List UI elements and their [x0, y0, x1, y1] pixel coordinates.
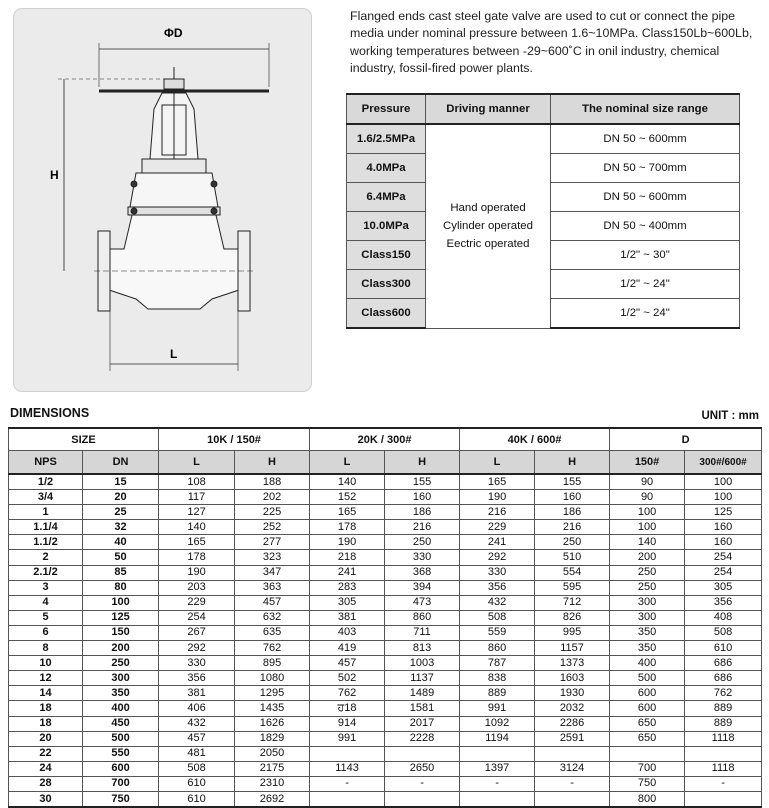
valve-drawing-panel [13, 8, 312, 392]
table-cell: 826 [535, 610, 610, 625]
table-cell: 991 [310, 731, 385, 746]
height-label: H [50, 168, 59, 182]
table-cell: 610 [685, 641, 762, 656]
table-cell: 2650 [385, 761, 460, 776]
table-cell: 160 [685, 520, 762, 535]
table-cell: 381 [159, 686, 235, 701]
table-cell: 600 [610, 686, 685, 701]
table-cell: 3 [9, 580, 83, 595]
table-row [9, 625, 762, 640]
table-cell: 1118 [685, 731, 762, 746]
col-20k-h: H [385, 451, 460, 475]
table-row [9, 671, 762, 686]
table-cell: 1194 [460, 731, 535, 746]
table-row [9, 610, 762, 625]
table-cell: 254 [685, 550, 762, 565]
table-cell: 18 [9, 716, 83, 731]
pressure-table [346, 93, 740, 329]
col-d-150: 150# [610, 451, 685, 475]
table-cell: 14 [9, 686, 83, 701]
table-cell: 403 [310, 625, 385, 640]
dimensions-body [9, 474, 762, 807]
table-cell: 241 [460, 535, 535, 550]
table-cell: 330 [159, 656, 235, 671]
table-cell: 202 [235, 490, 310, 505]
table-cell: 152 [310, 490, 385, 505]
table-cell: 200 [610, 550, 685, 565]
table-cell [385, 746, 460, 761]
table-row [9, 701, 762, 716]
table-cell: 155 [385, 474, 460, 490]
col-dn: DN [83, 451, 159, 475]
table-cell: 813 [385, 641, 460, 656]
pressure-cell: Class150 [347, 241, 426, 270]
col-10k-l: L [159, 451, 235, 475]
table-cell: 650 [610, 716, 685, 731]
table-cell: 1.1/2 [9, 535, 83, 550]
range-cell: DN 50 ~ 600mm [551, 124, 740, 154]
table-cell: 2692 [235, 791, 310, 807]
table-cell [685, 746, 762, 761]
table-cell: 1295 [235, 686, 310, 701]
table-cell: 150 [83, 625, 159, 640]
table-cell: 473 [385, 595, 460, 610]
table-cell: 254 [159, 610, 235, 625]
table-cell: 28 [9, 776, 83, 791]
range-cell: DN 50 ~ 400mm [551, 212, 740, 241]
table-cell: 500 [610, 671, 685, 686]
table-row [9, 716, 762, 731]
table-cell: 508 [685, 625, 762, 640]
table-cell: 750 [83, 791, 159, 807]
table-cell: 686 [685, 671, 762, 686]
table-cell: 4 [9, 595, 83, 610]
table-cell: 32 [83, 520, 159, 535]
table-cell: 330 [460, 565, 535, 580]
table-cell: 250 [385, 535, 460, 550]
table-cell: 356 [460, 580, 535, 595]
table-cell: 991 [460, 701, 535, 716]
table-cell: 15 [83, 474, 159, 490]
table-cell: 1137 [385, 671, 460, 686]
header-size-range: The nominal size range [551, 94, 740, 124]
table-cell: 277 [235, 535, 310, 550]
table-cell: 712 [535, 595, 610, 610]
table-cell: 6 [9, 625, 83, 640]
table-cell: 750 [610, 776, 685, 791]
col-nps: NPS [9, 451, 83, 475]
table-cell: 216 [460, 505, 535, 520]
header-driving-manner: Driving manner [426, 94, 551, 124]
table-cell: 381 [310, 610, 385, 625]
table-cell: 363 [235, 580, 310, 595]
product-description: Flanged ends cast steel gate valve are used to cut or connect the pipe media under nominal pressure between 1.6~10MPa. Class150Lb~600Lb, working temperatures between -29~600˚C in onil industry, chemical industry, fossil-fired power plants. [350, 9, 753, 76]
table-cell: 347 [235, 565, 310, 580]
table-cell: 330 [385, 550, 460, 565]
table-cell [535, 746, 610, 761]
table-cell: 250 [610, 565, 685, 580]
pressure-cell: 1.6/2.5MPa [347, 124, 426, 154]
table-cell: 165 [310, 505, 385, 520]
table-cell: 2591 [535, 731, 610, 746]
table-row [9, 595, 762, 610]
diameter-label: ΦD [164, 26, 183, 40]
col-40k-h: H [535, 451, 610, 475]
table-cell: 2310 [235, 776, 310, 791]
table-cell: 250 [610, 580, 685, 595]
table-cell: 2050 [235, 746, 310, 761]
table-cell: 1003 [385, 656, 460, 671]
table-cell: 160 [385, 490, 460, 505]
table-cell: 1581 [385, 701, 460, 716]
table-cell [460, 746, 535, 761]
group-d: D [610, 428, 762, 451]
table-cell: 203 [159, 580, 235, 595]
table-cell: 229 [159, 595, 235, 610]
table-cell: 292 [159, 641, 235, 656]
table-cell: 2017 [385, 716, 460, 731]
table-cell: 914 [310, 716, 385, 731]
table-cell: 550 [83, 746, 159, 761]
table-cell [310, 791, 385, 807]
header-pressure: Pressure [347, 94, 426, 124]
table-cell: 40 [83, 535, 159, 550]
range-cell: 1/2" ~ 24" [551, 270, 740, 299]
table-cell: 25 [83, 505, 159, 520]
table-row [9, 641, 762, 656]
table-row [9, 550, 762, 565]
table-cell: 762 [685, 686, 762, 701]
table-cell: 559 [460, 625, 535, 640]
table-cell: 1143 [310, 761, 385, 776]
table-cell [310, 746, 385, 761]
table-cell [685, 791, 762, 807]
table-cell: 305 [310, 595, 385, 610]
table-cell: 800 [610, 791, 685, 807]
table-cell: 554 [535, 565, 610, 580]
group-20k: 20K / 300# [310, 428, 460, 451]
table-cell: 252 [235, 520, 310, 535]
table-cell: 30 [9, 791, 83, 807]
table-cell: 860 [385, 610, 460, 625]
table-cell: 186 [535, 505, 610, 520]
table-cell: 90 [610, 474, 685, 490]
table-cell: 160 [685, 535, 762, 550]
table-cell: 24 [9, 761, 83, 776]
table-cell [460, 791, 535, 807]
table-cell: 267 [159, 625, 235, 640]
col-40k-l: L [460, 451, 535, 475]
table-cell: 368 [385, 565, 460, 580]
table-cell: 502 [310, 671, 385, 686]
driving-manner-cell [426, 124, 551, 328]
table-cell: 838 [460, 671, 535, 686]
pressure-cell: Class600 [347, 299, 426, 329]
table-cell: 140 [610, 535, 685, 550]
table-cell: 2228 [385, 731, 460, 746]
table-cell: 1118 [685, 761, 762, 776]
col-20k-l: L [310, 451, 385, 475]
table-cell: 700 [83, 776, 159, 791]
table-row [9, 490, 762, 505]
table-cell: 20 [9, 731, 83, 746]
table-row [9, 580, 762, 595]
table-cell: 889 [460, 686, 535, 701]
table-cell: 50 [83, 550, 159, 565]
table-cell: 300 [610, 595, 685, 610]
col-10k-h: H [235, 451, 310, 475]
table-cell: 1157 [535, 641, 610, 656]
table-cell: 3124 [535, 761, 610, 776]
table-cell: 400 [610, 656, 685, 671]
table-cell: 241 [310, 565, 385, 580]
pressure-cell: 4.0MPa [347, 154, 426, 183]
table-row [9, 761, 762, 776]
table-cell: 1080 [235, 671, 310, 686]
table-cell: 995 [535, 625, 610, 640]
table-row [9, 746, 762, 761]
table-cell: 165 [460, 474, 535, 490]
table-cell: 787 [460, 656, 535, 671]
table-cell: 2.1/2 [9, 565, 83, 580]
unit-label: UNIT : mm [701, 410, 759, 422]
pressure-cell: Class300 [347, 270, 426, 299]
table-cell: 510 [535, 550, 610, 565]
table-cell: 610 [159, 791, 235, 807]
table-cell: 117 [159, 490, 235, 505]
table-cell: 300 [610, 610, 685, 625]
table-cell: 457 [159, 731, 235, 746]
table-cell: 216 [535, 520, 610, 535]
range-cell: DN 50 ~ 600mm [551, 183, 740, 212]
table-cell: 127 [159, 505, 235, 520]
range-cell: DN 50 ~ 700mm [551, 154, 740, 183]
table-cell: 356 [685, 595, 762, 610]
table-cell: 20 [83, 490, 159, 505]
table-cell: 394 [385, 580, 460, 595]
table-cell: 218 [310, 550, 385, 565]
table-cell: 895 [235, 656, 310, 671]
table-cell: 225 [235, 505, 310, 520]
table-cell: 8 [9, 641, 83, 656]
table-cell: 600 [83, 761, 159, 776]
table-row [9, 474, 762, 490]
table-cell: 190 [460, 490, 535, 505]
table-cell: 300 [83, 671, 159, 686]
table-cell: 1603 [535, 671, 610, 686]
table-cell: 400 [83, 701, 159, 716]
table-cell: 419 [310, 641, 385, 656]
table-cell: 18 [9, 701, 83, 716]
table-cell: 356 [159, 671, 235, 686]
table-row [9, 791, 762, 807]
group-size: SIZE [9, 428, 159, 451]
table-cell: 481 [159, 746, 235, 761]
table-cell: 190 [159, 565, 235, 580]
table-cell: 178 [159, 550, 235, 565]
table-cell: 408 [685, 610, 762, 625]
table-cell: 216 [385, 520, 460, 535]
table-cell: 700 [610, 761, 685, 776]
table-cell: 432 [159, 716, 235, 731]
table-cell: 860 [460, 641, 535, 656]
pressure-cell: 6.4MPa [347, 183, 426, 212]
table-cell: 100 [685, 474, 762, 490]
table-row [9, 535, 762, 550]
table-row [9, 565, 762, 580]
table-cell: - [685, 776, 762, 791]
group-10k: 10K / 150# [159, 428, 310, 451]
table-row [9, 686, 762, 701]
table-cell: 2032 [535, 701, 610, 716]
pressure-cell: 10.0MPa [347, 212, 426, 241]
table-cell: 600 [610, 701, 685, 716]
gate-valve-drawing [14, 9, 311, 391]
driving-cylinder: Cylinder operated [443, 220, 533, 233]
table-cell: 22 [9, 746, 83, 761]
table-cell: 100 [610, 505, 685, 520]
table-cell [535, 791, 610, 807]
table-cell: 635 [235, 625, 310, 640]
table-row [9, 656, 762, 671]
col-d-300-600: 300#/600# [685, 451, 762, 475]
group-40k: 40K / 600# [460, 428, 610, 451]
table-cell: 650 [610, 731, 685, 746]
table-cell: 90 [610, 490, 685, 505]
table-cell: 762 [235, 641, 310, 656]
table-cell: - [385, 776, 460, 791]
table-cell [385, 791, 460, 807]
table-cell: 229 [460, 520, 535, 535]
table-cell: 686 [685, 656, 762, 671]
driving-electric: Eectric operated [446, 238, 530, 251]
table-cell: 283 [310, 580, 385, 595]
table-cell: 100 [83, 595, 159, 610]
table-row [9, 776, 762, 791]
table-cell: 250 [535, 535, 610, 550]
table-cell: 450 [83, 716, 159, 731]
table-cell: 186 [385, 505, 460, 520]
table-cell: 3/4 [9, 490, 83, 505]
table-cell: 254 [685, 565, 762, 580]
table-cell: 350 [610, 625, 685, 640]
table-cell: 125 [83, 610, 159, 625]
table-cell: 711 [385, 625, 460, 640]
table-cell [610, 746, 685, 761]
dimensions-title: DIMENSIONS [10, 406, 90, 420]
table-row [9, 505, 762, 520]
table-cell: 2286 [535, 716, 610, 731]
table-cell: 178 [310, 520, 385, 535]
table-cell: 457 [310, 656, 385, 671]
table-cell: 5 [9, 610, 83, 625]
table-cell: 889 [685, 716, 762, 731]
table-cell: ਹ18 [310, 701, 385, 716]
table-cell: 12 [9, 671, 83, 686]
table-cell: 80 [83, 580, 159, 595]
table-cell: 100 [610, 520, 685, 535]
table-cell: - [535, 776, 610, 791]
table-cell: 305 [685, 580, 762, 595]
table-cell: 165 [159, 535, 235, 550]
table-cell: 200 [83, 641, 159, 656]
table-cell: 1435 [235, 701, 310, 716]
table-cell: 632 [235, 610, 310, 625]
table-cell: 610 [159, 776, 235, 791]
table-cell: 1.1/4 [9, 520, 83, 535]
table-cell: 100 [685, 490, 762, 505]
table-cell: 323 [235, 550, 310, 565]
table-cell: 406 [159, 701, 235, 716]
table-cell: 1092 [460, 716, 535, 731]
table-cell: 1397 [460, 761, 535, 776]
table-cell: 2 [9, 550, 83, 565]
table-cell: 350 [610, 641, 685, 656]
table-cell: 762 [310, 686, 385, 701]
table-cell: 350 [83, 686, 159, 701]
range-cell: 1/2" ~ 30" [551, 241, 740, 270]
table-cell: 125 [685, 505, 762, 520]
table-cell: 1373 [535, 656, 610, 671]
table-cell: 432 [460, 595, 535, 610]
table-cell: 508 [460, 610, 535, 625]
table-cell: 188 [235, 474, 310, 490]
table-cell: 140 [310, 474, 385, 490]
table-cell: 140 [159, 520, 235, 535]
table-row [9, 731, 762, 746]
table-cell: 160 [535, 490, 610, 505]
table-cell: 500 [83, 731, 159, 746]
table-cell: 155 [535, 474, 610, 490]
table-cell: 1626 [235, 716, 310, 731]
driving-hand: Hand operated [450, 202, 526, 215]
table-cell: 108 [159, 474, 235, 490]
range-cell: 1/2" ~ 24" [551, 299, 740, 329]
table-cell: 85 [83, 565, 159, 580]
table-cell: 1489 [385, 686, 460, 701]
table-cell: 889 [685, 701, 762, 716]
table-cell: 457 [235, 595, 310, 610]
table-cell: 508 [159, 761, 235, 776]
table-cell: 1 [9, 505, 83, 520]
length-label: L [170, 347, 178, 361]
table-cell: - [460, 776, 535, 791]
table-cell: 250 [83, 656, 159, 671]
dimensions-table [8, 427, 762, 808]
table-cell: 2175 [235, 761, 310, 776]
table-cell: 1/2 [9, 474, 83, 490]
table-cell: 10 [9, 656, 83, 671]
table-cell: 190 [310, 535, 385, 550]
table-cell: 292 [460, 550, 535, 565]
table-cell: 1829 [235, 731, 310, 746]
table-row [9, 520, 762, 535]
table-cell: 595 [535, 580, 610, 595]
table-cell: 1930 [535, 686, 610, 701]
table-cell: - [310, 776, 385, 791]
